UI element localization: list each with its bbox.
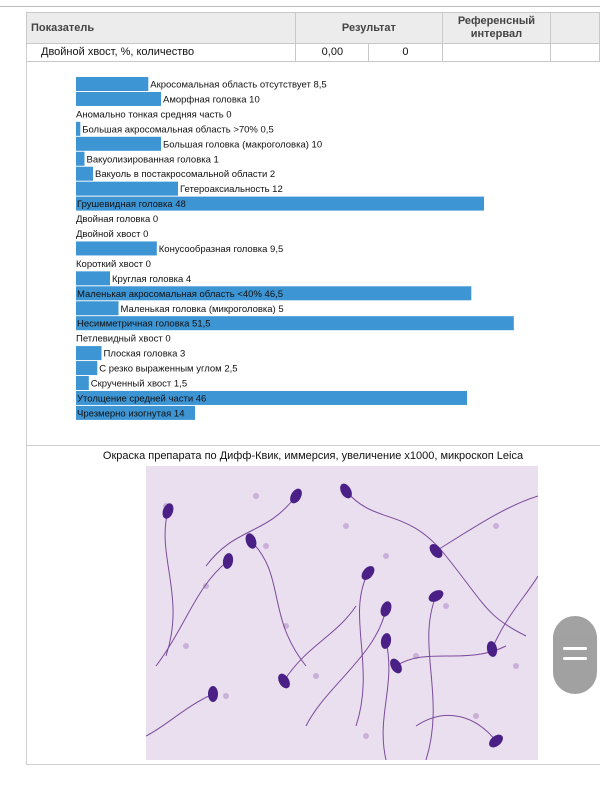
chart-bar [76, 167, 93, 181]
sperm-tail [416, 715, 496, 741]
chart-bar [76, 346, 102, 360]
chart-bar-label: Петлевидный хвост 0 [76, 333, 171, 345]
chart-bar-label: Маленькая головка (микроголовка) 5 [120, 303, 284, 315]
debris-speck [263, 543, 269, 549]
scroll-handle[interactable] [553, 616, 597, 694]
chart-bar [76, 271, 110, 285]
chart-bar-label: Грушевидная головка 48 [77, 199, 186, 211]
chart-bar [76, 241, 157, 255]
sperm-head [380, 632, 393, 649]
chart-bar-label: Чрезмерно изогнутая 14 [77, 408, 185, 420]
sperm-head [486, 640, 499, 657]
sperm-head [359, 564, 377, 583]
debris-speck [443, 603, 449, 609]
sperm-head [222, 552, 235, 569]
sperm-tail [165, 511, 173, 656]
sperm-micrograph [146, 466, 538, 760]
scroll-handle-line [563, 647, 587, 650]
chart-bar-label: Акросомальная область отсутствует 8,5 [150, 79, 327, 91]
debris-speck [343, 523, 349, 529]
sperm-tail [251, 541, 306, 666]
chart-bar-label: Двойная головка 0 [76, 214, 159, 226]
debris-speck [473, 713, 479, 719]
sperm-head [379, 600, 394, 618]
chart-bar [76, 137, 161, 151]
debris-speck [223, 693, 229, 699]
debris-speck [513, 663, 519, 669]
chart-bar-label: Маленькая акросомальная область <40% 46,5 [77, 288, 284, 300]
chart-bar-label: Плоская головка 3 [103, 348, 186, 360]
chart-bar [76, 376, 89, 390]
debris-speck [383, 553, 389, 559]
sperm-head [161, 502, 176, 520]
sperm-head [388, 657, 405, 676]
chart-bar [76, 92, 161, 106]
debris-speck [363, 733, 369, 739]
microscopy-image [146, 466, 538, 760]
chart-bar-label: Вакуоль в постакросомальной области 2 [95, 169, 276, 181]
chart-bar [76, 122, 80, 136]
row-percent: 0,00 [296, 44, 369, 62]
debris-speck [253, 493, 259, 499]
sperm-tail [492, 576, 538, 649]
chart-bar [76, 361, 97, 375]
scroll-handle-line [563, 657, 587, 660]
sperm-tail [383, 641, 389, 760]
header-indicator: Показатель [27, 13, 296, 44]
row-count: 0 [369, 44, 442, 62]
chart-bar-label: Утолщение средней части 46 [77, 393, 207, 405]
sperm-tail [156, 561, 228, 666]
chart-bar-label: Конусообразная головка 9,5 [158, 243, 284, 255]
chart-bar-label: Короткий хвост 0 [76, 258, 151, 270]
sperm-head [208, 686, 218, 702]
header-result: Результат [296, 13, 442, 44]
sperm-tail [206, 496, 296, 566]
header-reference: Референсный интервал [442, 13, 551, 44]
chart-bar-label: Большая головка (макроголовка) 10 [163, 139, 323, 151]
chart-bar-label: Гетероаксиальность 12 [180, 184, 283, 196]
debris-speck [183, 643, 189, 649]
debris-speck [493, 523, 499, 529]
sperm-tail [436, 496, 538, 551]
debris-speck [313, 673, 319, 679]
chart-bar-label: Несимметричная головка 51,5 [77, 318, 211, 330]
image-caption: Окраска препарата по Дифф-Квик, иммерсия, увеличение x1000, микроскоп Leica [102, 450, 524, 462]
row-indicator: Двойной хвост, %, количество [27, 44, 296, 62]
chart-bar-label: Двойной хвост 0 [76, 229, 149, 240]
sperm-tail [146, 694, 213, 736]
chart-bar [76, 77, 148, 91]
chart-bar-label: Скрученный хвост 1,5 [90, 378, 188, 390]
chart-bar-label: Большая акросомальная область >70% 0,5 [82, 124, 274, 136]
chart-bar [76, 301, 119, 315]
chart-bar-label: С резко выраженным углом 2,5 [99, 363, 238, 375]
chart-bar [76, 182, 178, 196]
chart-bar [76, 152, 85, 166]
sperm-head [276, 672, 293, 691]
sperm-tail [426, 596, 436, 760]
chart-bar-label: Круглая головка 4 [112, 273, 192, 285]
sperm-tail [306, 609, 386, 726]
chart-bar-label: Вакуолизированная головка 1 [86, 154, 219, 166]
panel-divider [26, 445, 600, 446]
sperm-head [487, 732, 506, 750]
sperm-tail [284, 606, 356, 681]
sperm-head [427, 588, 446, 605]
chart-bar-label: Аномально тонкая средняя часть 0 [76, 109, 232, 121]
chart-bar-label: Аморфная головка 10 [163, 94, 260, 106]
